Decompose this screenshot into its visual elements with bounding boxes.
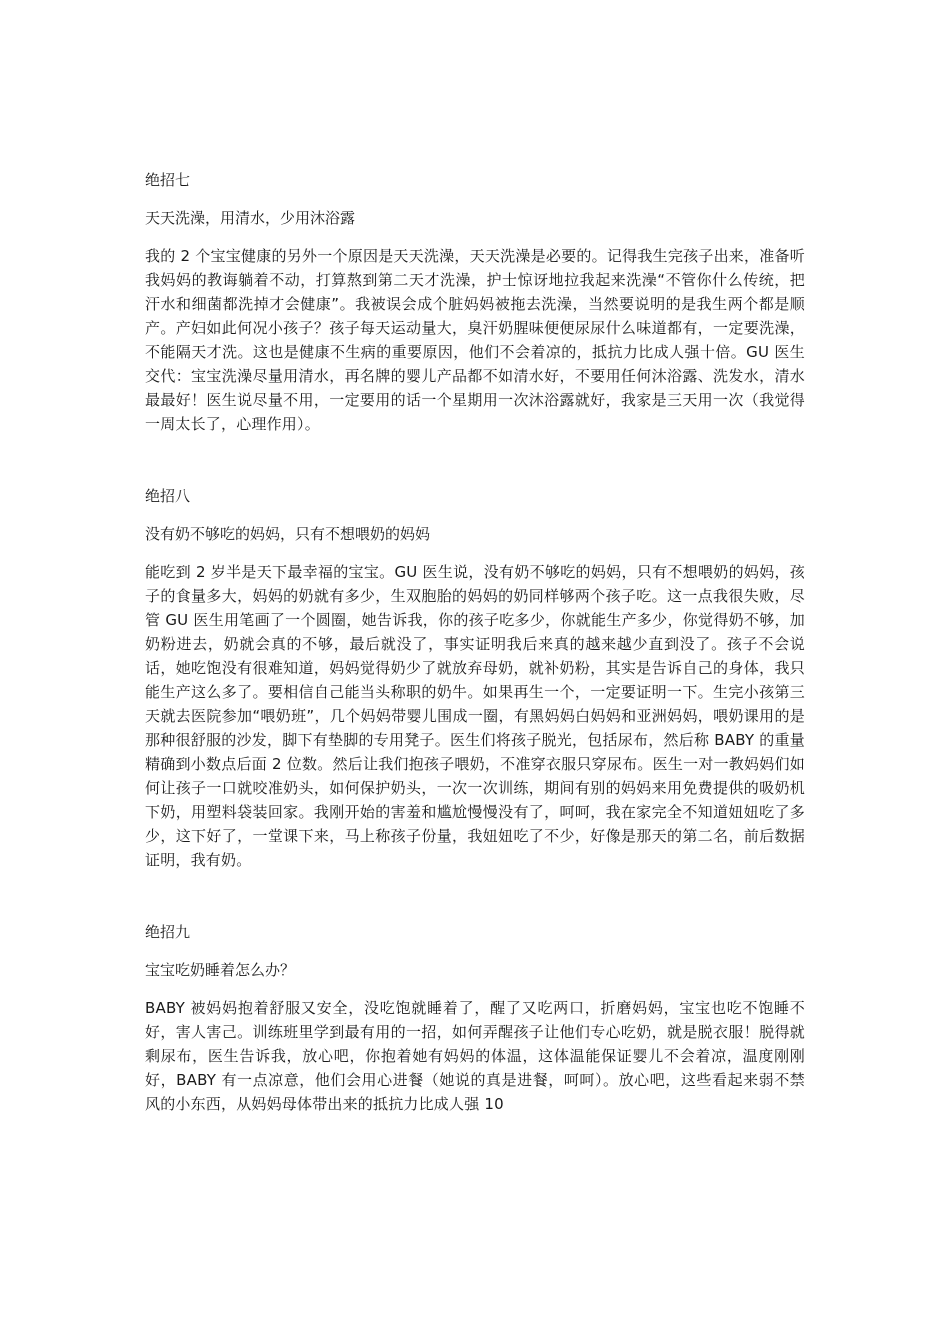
section-subtitle: 没有奶不够吃的妈妈，只有不想喂奶的妈妈 bbox=[145, 525, 431, 543]
section-body: 能吃到 2 岁半是天下最幸福的宝宝。GU 医生说，没有奶不够吃的妈妈，只有不想喂奶的妈妈，孩子的食量多大，妈妈的奶就有多少，生双胞胎的妈妈的奶同样够两个孩子吃。这一点我很失败，尽管 GU 医生用笔画了一个圆圈，她告诉我，你的孩子吃多少，你就能生产多少，你觉得奶不够，加奶粉进去，奶就会真的不够，最后就没了，事实证明我后来真的越来越少直到没了。孩子不会说话，她吃饱没有很难知道，妈妈觉得奶少了就放弃母奶，就补奶粉，其实是告诉自己的身体，我只能生产这么多了。要相信自己能当头称职的奶牛。如果再生一个，一定要证明一下。生完小孩第三天就去医院参加“喂奶班”，几个妈妈带婴儿围成一圈，有黑妈妈白妈妈和亚洲妈妈，喂奶课用的是那种很舒服的沙发，脚下有垫脚的专用凳子。医生们将孩子脱光，包括尿布，然后称 BABY 的重量精确到小数点后面 2 位数。然后让我们抱孩子喂奶，不准穿衣服只穿尿布。医生一对一教妈妈们如何让孩子一口就咬准奶头，如何保护奶头，一次一次训练，期间有别的妈妈来用免费提供的吸奶机下奶，用塑料袋装回家。我刚开始的害羞和尴尬慢慢没有了，呵呵，我在家完全不知道妞妞吃了多少，这下好了，一堂课下来，马上称孩子份量，我妞妞吃了不少，好像是那天的第二名，前后数据证明，我有奶。 bbox=[145, 563, 805, 869]
section-body: BABY 被妈妈抱着舒服又安全，没吃饱就睡着了，醒了又吃两口，折磨妈妈，宝宝也吃不饱睡不好，害人害己。训练班里学到最有用的一招，如何弄醒孩子让他们专心吃奶，就是脱衣服！脱得就剩尿布，医生告诉我，放心吧，你抱着她有妈妈的体温，这体温能保证婴儿不会着凉，温度刚刚好，BABY 有一点凉意，他们会用心进餐（她说的真是进餐，呵呵）。放心吧，这些看起来弱不禁风的小东西，从妈妈母体带出来的抵抗力比成人强 10 bbox=[145, 999, 805, 1113]
section-body: 我的 2 个宝宝健康的另外一个原因是天天洗澡，天天洗澡是必要的。记得我生完孩子出来，准备听我妈妈的教诲躺着不动，打算熬到第二天才洗澡，护士惊讶地拉我起来洗澡“不管你什么传统，把汗水和细菌都洗掉才会健康”。我被误会成个脏妈妈被拖去洗澡，当然要说明的是我生两个都是顺产。产妇如此何况小孩子？孩子每天运动量大，臭汗奶腥味便便尿尿什么味道都有，一定要洗澡，不能隔天才洗。这也是健康不生病的重要原因，他们不会着凉的，抵抗力比成人强十倍。GU 医生交代：宝宝洗澡尽量用清水，再名牌的婴儿产品都不如清水好，不要用任何沐浴露、洗发水，清水最最好！医生说尽量不用，一定要用的话一个星期用一次沐浴露就好，我家是三天用一次（我觉得一周太长了，心理作用）。 bbox=[145, 247, 805, 433]
section-heading: 绝招九 bbox=[145, 923, 191, 941]
section-subtitle: 天天洗澡，用清水，少用沐浴露 bbox=[145, 209, 356, 227]
section-tip-nine bbox=[145, 920, 805, 1116]
section-tip-seven bbox=[145, 168, 805, 436]
section-subtitle: 宝宝吃奶睡着怎么办？ bbox=[145, 961, 296, 979]
section-tip-eight bbox=[145, 484, 805, 872]
document-content bbox=[145, 168, 805, 1116]
section-heading: 绝招七 bbox=[145, 171, 191, 189]
section-heading: 绝招八 bbox=[145, 487, 191, 505]
